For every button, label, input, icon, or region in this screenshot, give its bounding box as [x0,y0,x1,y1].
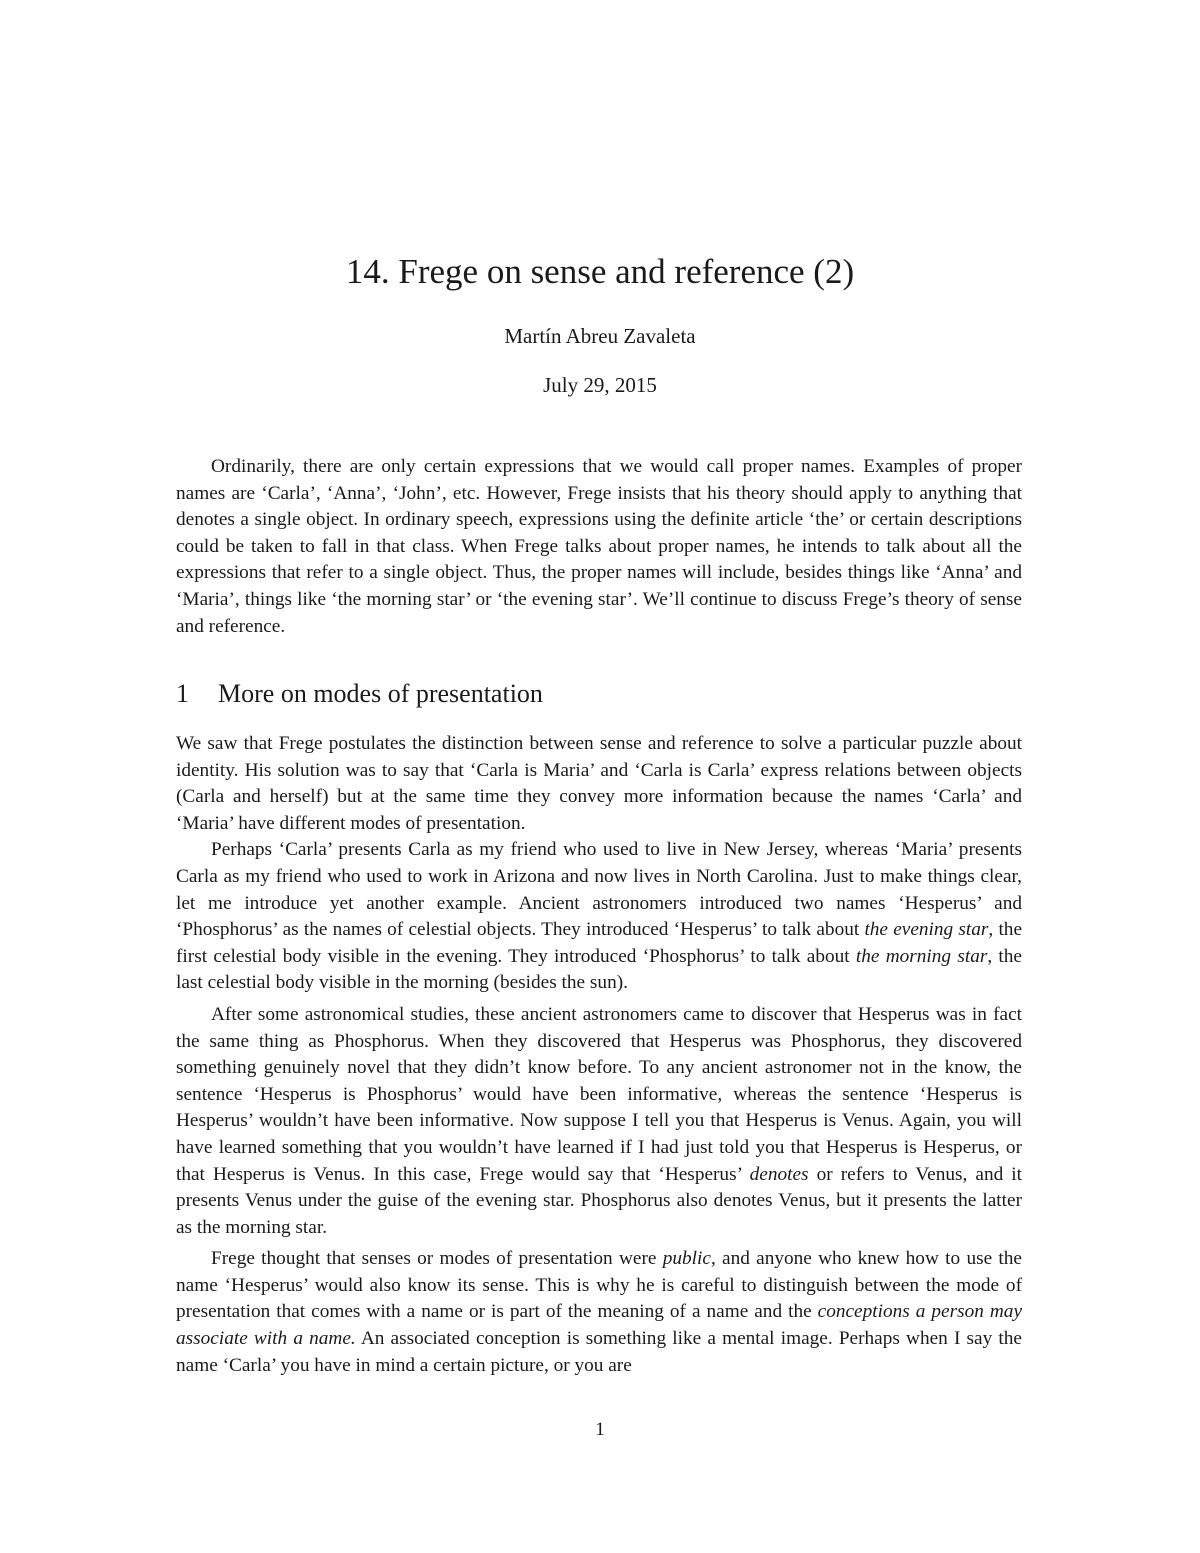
paragraph-4-text-a: Frege thought that senses or modes of presentation were [211,1248,663,1270]
paragraph-2-emphasis-2: the morning star [855,945,988,967]
document-date: July 29, 2015 [543,373,657,397]
paragraph-1: We saw that Frege postulates the distinction between sense and reference to solve a particular puzzle about identity. His solution was to say that ‘Carla is Maria’ and ‘Carla is Carla’ express relations between objects (Carla and herself) but at the same time they convey more information because the names ‘Carla’ and ‘Maria’ have different modes of presentation. [176,733,1022,834]
paragraph-4 [176,1246,1022,1379]
paragraph-3-emphasis-1: denotes [749,1163,809,1185]
paragraph-4-emphasis-1: public [662,1248,711,1270]
section-number: 1 [176,679,189,708]
paragraph-3-text-a: After some astronomical studies, these ancient astronomers came to discover that Hesperus was in fact the same thing as Phosphorus. When they discovered that Hesperus was Phosphorus, they discovered something genuinely novel that they didn’t know before. To any ancient astronomer not in the know, the sentence ‘Hesperus is Phosphorus’ would have been informative, whereas the sentence ‘Hesperus is Hesperus’ wouldn’t have been informative. Now suppose I tell you that Hesperus is Venus. Again, you will have learned something that you wouldn’t have learned if I had just told you that Hesperus is Hesperus, or that Hesperus is Venus. In this case, Frege would say that ‘Hesperus’ [176,1003,1022,1185]
paragraph-2-text-b: , the first celestial body visible in the evening. They introduced ‘Phosphorus’ to talk about [176,919,1023,967]
page-number: 1 [595,1419,605,1440]
intro-block [176,454,1022,640]
section-body [176,731,1022,1379]
paragraph-3-text-b: or refers to Venus, and it presents Venus under the guise of the evening star. Phosphorus also denotes Venus, but it presents the latter as the morning star. [176,1163,1022,1238]
paragraph-2-text-c: , the last celestial body visible in the morning (besides the sun). [176,945,1022,994]
document-title: 14. Frege on sense and reference (2) [345,252,855,291]
document-author: Martín Abreu Zavaleta [504,324,696,348]
paragraph-2-emphasis-1: the evening star [864,919,989,941]
section-heading [176,677,543,711]
paragraph-2-text-a: Perhaps ‘Carla’ presents Carla as my friend who used to live in New Jersey, whereas ‘Maria’ presents Carla as my friend who used to work in Arizona and now lives in North Carolina. Just to make things clear, let me introduce yet another example. Ancient astronomers introduced two names ‘Hesperus’ and ‘Phosphorus’ as the names of celestial objects. They introduced ‘Hesperus’ to talk about [176,839,1022,941]
paragraph-4-text-c: An associated conception is something like a mental image. Perhaps when I say the name ‘Carla’ you have in mind a certain picture, or you are [176,1328,1022,1376]
paragraph-2 [176,837,1022,997]
paragraph-3 [176,1002,1022,1241]
paragraph-4-emphasis-2: conceptions a person may associate with a name. [176,1301,1022,1350]
section-title: More on modes of presentation [218,679,543,708]
intro-paragraph: Ordinarily, there are only certain expressions that we would call proper names. Examples of proper names are ‘Carla’, ‘Anna’, ‘John’, etc. However, Frege insists that his theory should apply to anything that denotes a single object. In ordinary speech, expressions using the definite article ‘the’ or certain descriptions could be taken to fall in that class. When Frege talks about proper names, he intends to talk about all the expressions that refer to a single object. Thus, the proper names will include, besides things like ‘Anna’ and ‘Maria’, things like ‘the morning star’ or ‘the evening star’. We’ll continue to discuss Frege’s theory of sense and reference. [176,456,1022,637]
paragraph-4-text-b: , and anyone who knew how to use the name ‘Hesperus’ would also know its sense. This is why he is careful to distinguish between the mode of presentation that comes with a name or is part of the meaning of a name and the [176,1248,1022,1323]
